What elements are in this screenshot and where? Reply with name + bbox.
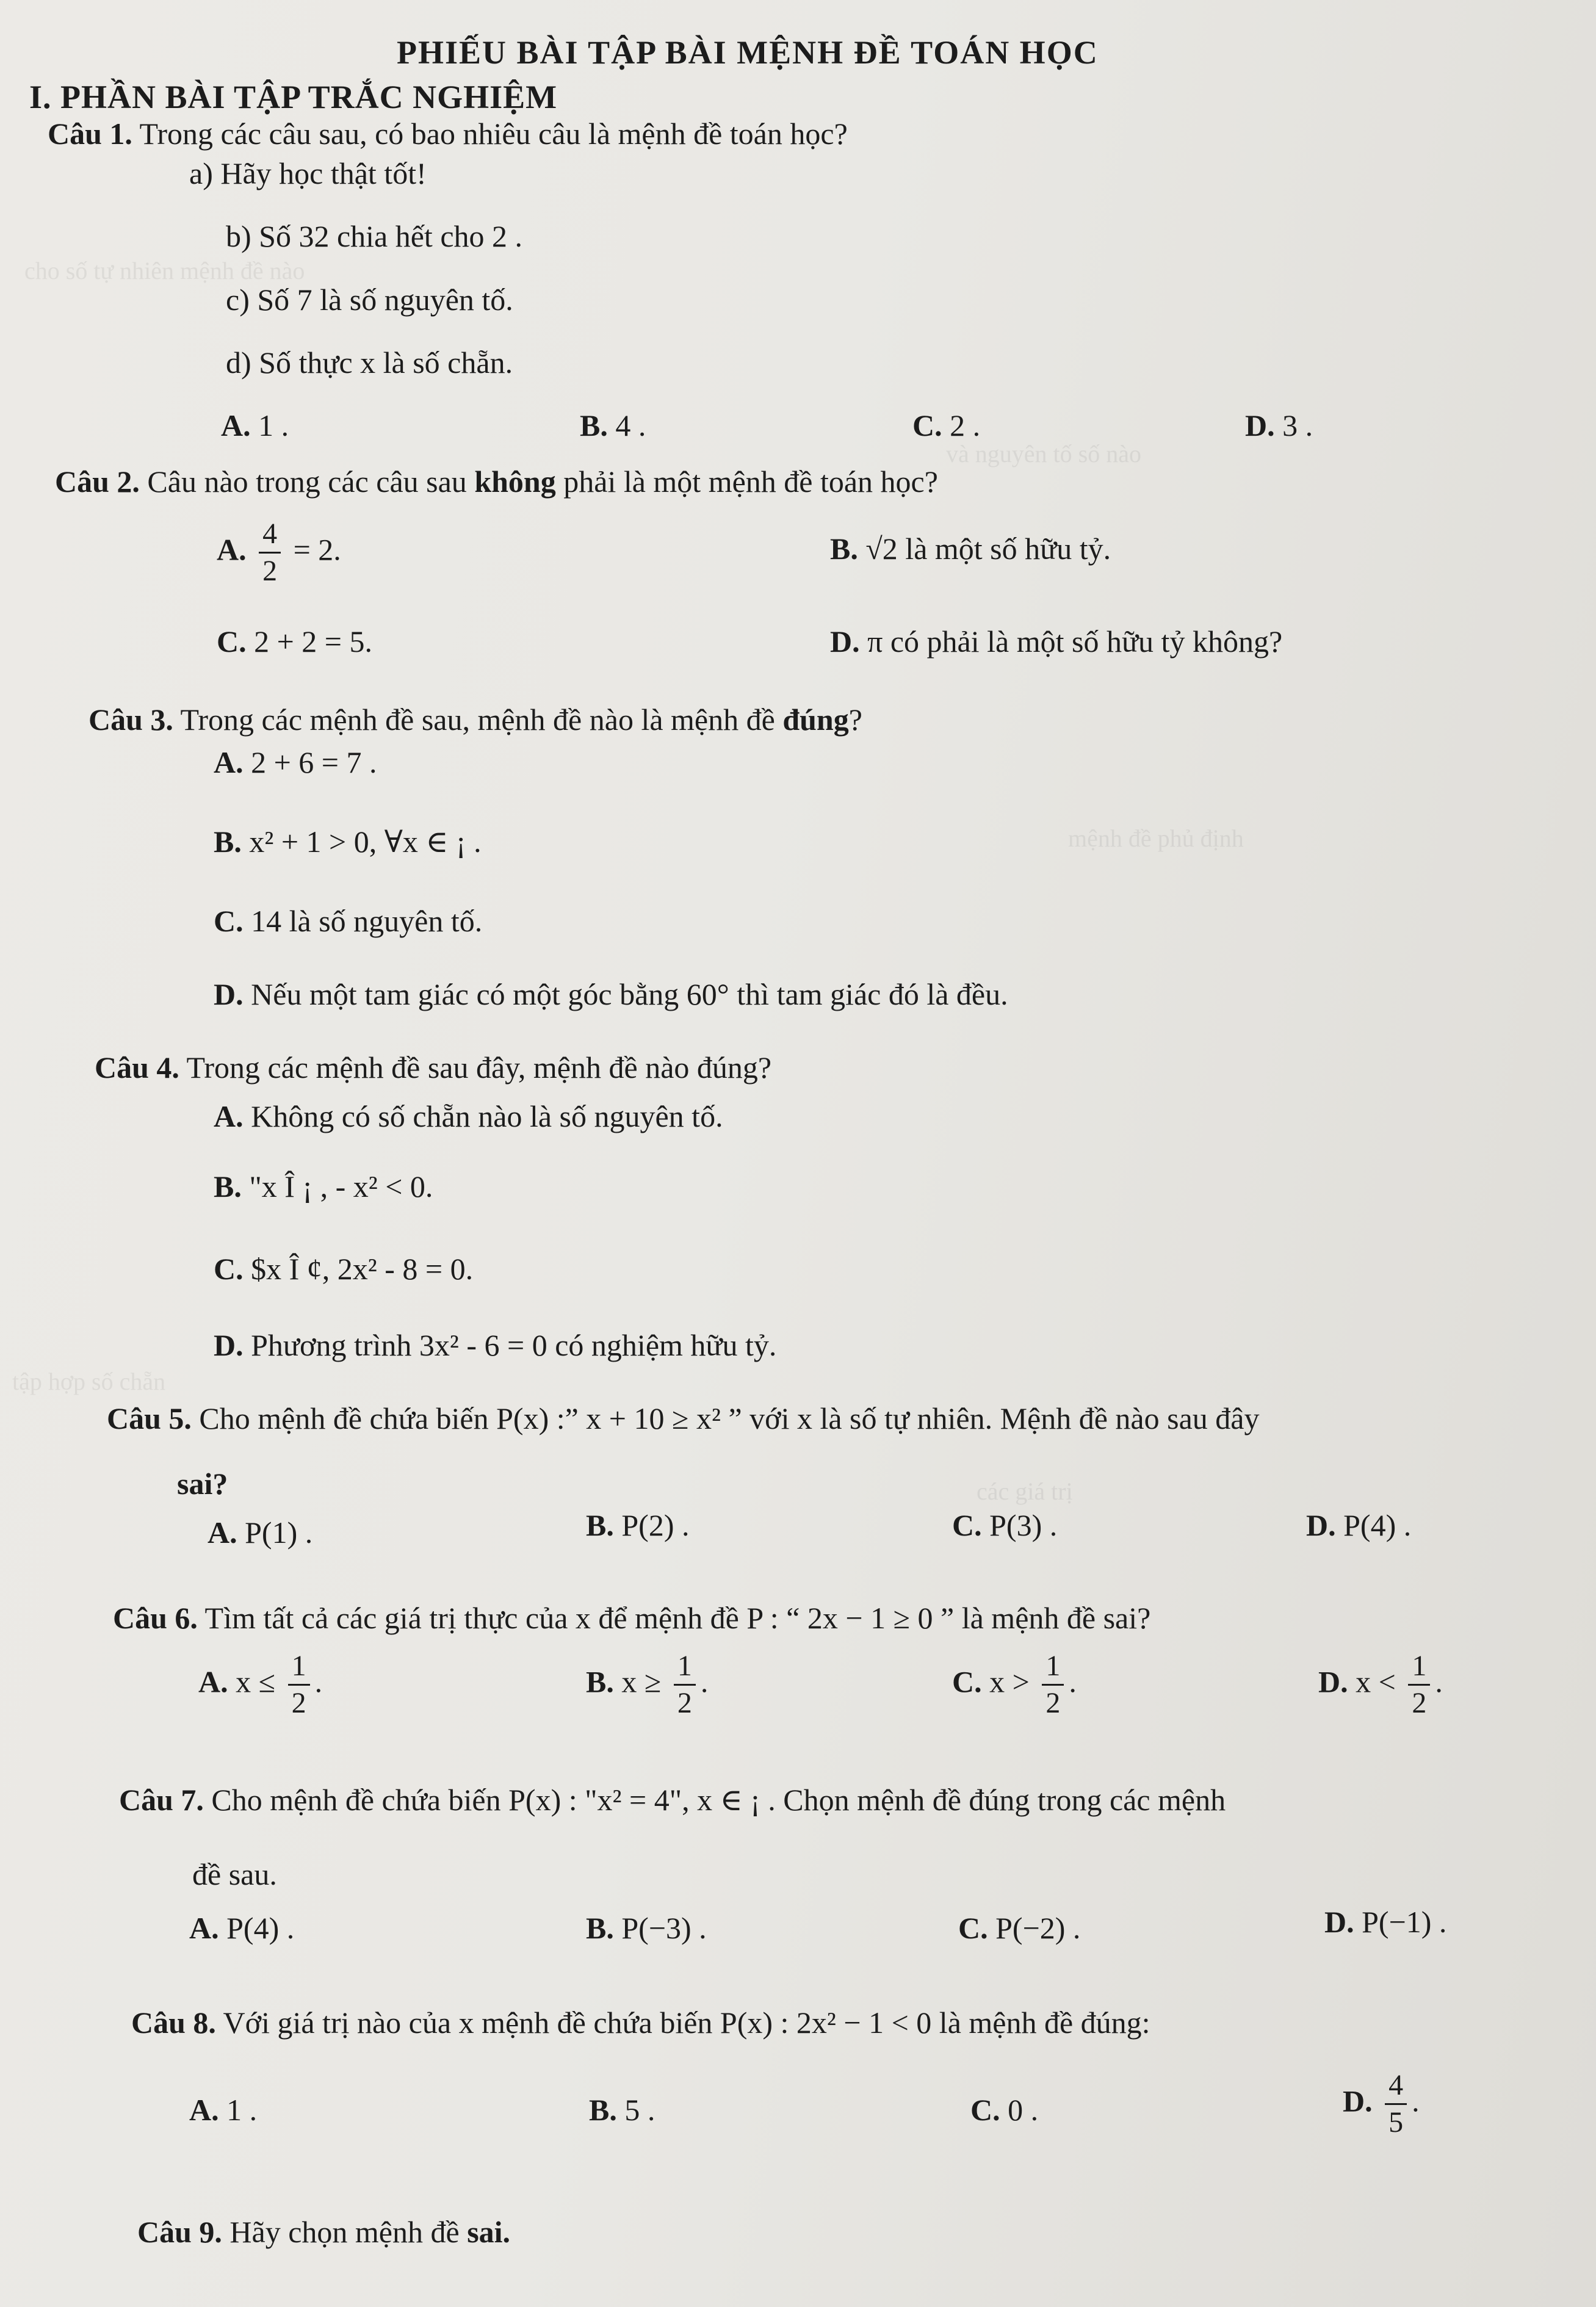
option-b[interactable]: B. "x Î ¡ , - x² < 0. [214,1169,433,1204]
question-text: Tìm tất cả các giá trị thực của x để mệnh đề P : “ 2x − 1 ≥ 0 ” là mệnh đề sai? [204,1601,1151,1635]
option-a[interactable]: A. P(1) . [208,1515,313,1550]
question-text: Với giá trị nào của x mệnh đề chứa biến P(x) : 2x² − 1 < 0 là mệnh đề đúng: [223,2006,1150,2040]
option-a[interactable]: A. x ≤ $\frac{1}{2}$ . [198,1650,323,1720]
question-4 [95,1050,771,1085]
option-b[interactable]: B. P(2) . [586,1508,690,1542]
question-9: Câu 9. Hãy chọn mệnh đề sai. [137,2215,511,2249]
option-c[interactable]: C. 0 . [970,2093,1039,2127]
option-a[interactable]: A. Không có số chẵn nào là số nguyên tố. [214,1099,723,1133]
fraction: $\frac{1}{2}$ [674,1651,696,1719]
question-label: Câu 6. [113,1601,198,1635]
option-d[interactable]: D. 3 . [1245,408,1313,442]
question-label: Câu 5. [107,1401,192,1435]
question-8 [131,2005,1150,2040]
option-a[interactable]: A. 1 . [189,2093,258,2127]
fraction: $\frac{1}{2}$ [1042,1651,1064,1719]
option-c[interactable]: C. $x Î ¢, 2x² - 8 = 0. [214,1252,474,1286]
option-c[interactable]: C. P(3) . [952,1508,1058,1542]
question-text: Cho mệnh đề chứa biến P(x) : "x² = 4", x ∈ ¡ . Chọn mệnh đề đúng trong các mệnh [211,1783,1226,1817]
option-b[interactable]: B. √2 là một số hữu tỷ. [830,532,1111,566]
fraction: $\frac{1}{2}$ [288,1651,310,1719]
fraction: $\frac{4}{5}$ [1385,2070,1407,2139]
option-b[interactable]: B. x ≥ $\frac{1}{2}$ . [586,1650,709,1720]
question-label: Câu 3. [88,702,173,737]
statement-a: a) Hãy học thật tốt! [189,156,427,190]
question-7-continued: đề sau. [192,1857,277,1891]
question-6 [113,1600,1150,1636]
option-a[interactable]: A. P(4) . [189,1911,295,1945]
question-text: Cho mệnh đề chứa biến P(x) :” x + 10 ≥ x² ” với x là số tự nhiên. Mệnh đề nào sau đây [199,1401,1260,1435]
option-d[interactable]: D. Phương trình 3x² - 6 = 0 có nghiệm hữu tỷ. [214,1328,777,1362]
statement-d: d) Số thực x là số chẵn. [226,345,513,380]
question-text: Trong các mệnh đề sau đây, mệnh đề nào đúng? [186,1050,772,1085]
question-5-continued: sai? [177,1467,228,1501]
statement-b: b) Số 32 chia hết cho 2 . [226,219,523,253]
question-7 [119,1782,1226,1818]
option-d[interactable]: D. Nếu một tam giác có một góc bằng 60° thì tam giác đó là đều. [214,977,1008,1011]
option-c[interactable]: C. x > $\frac{1}{2}$ . [952,1650,1077,1720]
question-label: Câu 1. [48,117,132,151]
option-b[interactable]: B. 5 . [589,2093,655,2127]
question-2: Câu 2. Câu nào trong các câu sau không phải là một mệnh đề toán học? [55,464,938,499]
question-label: Câu 4. [95,1050,179,1085]
option-b[interactable]: B. 4 . [580,408,646,442]
option-c[interactable]: C. 2 + 2 = 5. [217,624,373,659]
option-a[interactable]: A. $\frac{4}{2}$ = 2. [217,518,341,588]
question-label: Câu 2. [55,464,140,499]
option-d[interactable]: D. P(−1) . [1324,1905,1447,1939]
question-label: Câu 8. [131,2006,216,2040]
option-d[interactable]: D. π có phải là một số hữu tỷ không? [830,624,1283,659]
option-b[interactable]: B. P(−3) . [586,1911,707,1945]
option-c[interactable]: C. P(−2) . [958,1911,1081,1945]
option-c[interactable]: C. 2 . [912,408,981,442]
option-d[interactable]: D. x < $\frac{1}{2}$ . [1318,1650,1443,1720]
question-label: Câu 9. [137,2215,222,2249]
option-b[interactable]: B. x² + 1 > 0, ∀x ∈ ¡ . [214,825,482,859]
section-heading: I. PHẦN BÀI TẬP TRẮC NGHIỆM [29,79,558,115]
page-title: PHIẾU BÀI TẬP BÀI MỆNH ĐỀ TOÁN HỌC [397,34,1099,71]
option-a[interactable]: A. 1 . [221,408,289,442]
option-d[interactable]: D. $\frac{4}{5}$ . [1343,2069,1420,2139]
question-1 [48,116,848,151]
option-a[interactable]: A. 2 + 6 = 7 . [214,745,377,779]
question-3: Câu 3. Trong các mệnh đề sau, mệnh đề nào là mệnh đề đúng? [88,702,862,737]
question-label: Câu 7. [119,1783,204,1817]
question-text: Trong các câu sau, có bao nhiêu câu là mệnh đề toán học? [139,117,848,151]
fraction: $\frac{4}{2}$ [259,519,281,587]
worksheet-page: cho số tự nhiên mệnh đề nào và nguyên tố số nào mệnh đề phủ định tập hợp số chẵn các giá trị PHIẾU BÀI TẬP BÀI MỆNH ĐỀ TOÁN HỌC I. PHẦN BÀI TẬP TRẮC NGHIỆM Câu 1. Trong các câu sau, có bao nhiêu câu là mệnh đề toán học? a) Hãy học thật tốt! b) Số 32 chia hết cho 2 . c) Số 7 là số nguyên tố. d) Số thực x là số chẵn. A. 1 . B. 4 . C. 2 . D. 3 . Câu 2. Câu nào trong các câu sau không phải là một mệnh đề toán học? A. $\frac{4}{2}$ = 2. B. √2 là một số hữu tỷ. C. 2 + 2 = 5. D. π có phải là một số hữu tỷ không? Câu 3. Trong các mệnh đề sau, mệnh đề nào là mệnh đề đúng? A. 2 + 6 = 7 . B. x² + 1 > 0, ∀x ∈ ¡ . C. 14 là số nguyên tố. D. Nếu một tam giác có một góc bằng 60° thì tam giác đó là đều. Câu 4. Trong các mệnh đề sau đây, mệnh đề nào đúng? A. Không có số chẵn nào là số nguyên tố. B. "x Î ¡ , - x² < 0. C. $x Î ¢, 2x² - 8 = 0. D. Phương trình 3x² - 6 = 0 có nghiệm hữu tỷ. Câu 5. Cho mệnh đề chứa biến P(x) :” x + 10 ≥ x² ” với x là số tự nhiên. Mệnh đề nào sau đây sai? A. P(1) . B. P(2) . C. P(3) . D. P(4) . Câu 6. Tìm tất cả các giá trị thực của x để mệnh đề P : “ 2x − 1 ≥ 0 ” là mệnh đề sai? A. x ≤ $\frac{1}{2}$ . B. x ≥ $\frac{1}{2}$ . C. x > $\frac{1}{2}$ . D. x < $\frac{1}{2}$ . Câu 7. Cho mệnh đề chứa biến P(x) : "x² = 4", x ∈ ¡ . Chọn mệnh đề đúng trong các mệnh đề sau. A. P(4) . B. P(−3) . C. P(−2) . D. P(−1) . Câu 8. Với giá trị nào của x mệnh đề chứa biến P(x) : 2x² − 1 < 0 là mệnh đề đúng: A. 1 . B. 5 . C. 0 . D. $\frac{4}{5}$ . Câu 9. Hãy chọn mệnh đề sai. [0,0,1596,2307]
statement-c: c) Số 7 là số nguyên tố. [226,283,513,317]
question-5 [107,1401,1259,1436]
fraction: $\frac{1}{2}$ [1408,1651,1430,1719]
option-d[interactable]: D. P(4) . [1306,1508,1412,1542]
option-c[interactable]: C. 14 là số nguyên tố. [214,904,483,938]
